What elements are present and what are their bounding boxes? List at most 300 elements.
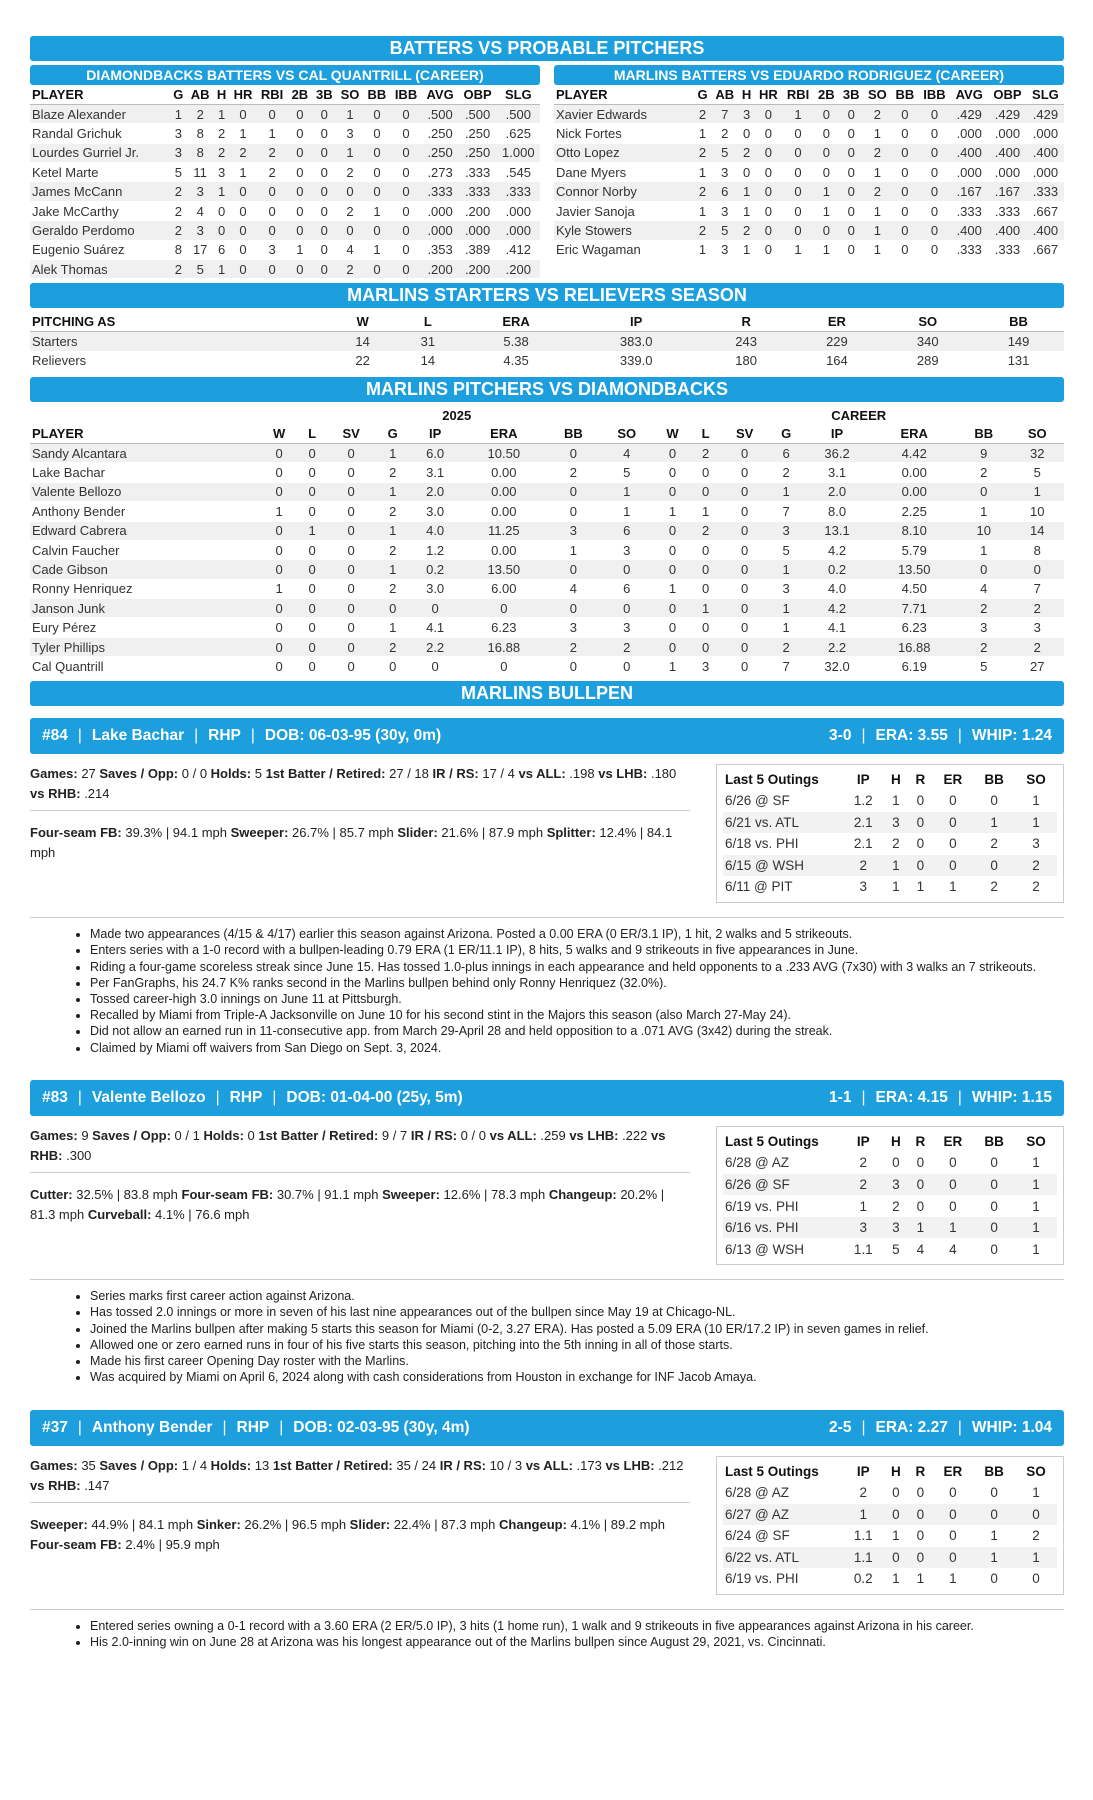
outing-stat: 0: [973, 1504, 1015, 1526]
stat-cell: 7.71: [871, 599, 957, 618]
stat-cell: 0: [782, 143, 814, 162]
stat-cell: 4: [547, 579, 600, 598]
stat-cell: 3: [770, 579, 803, 598]
stat-cell: 7: [1010, 579, 1064, 598]
stat-cell: 0: [600, 560, 653, 579]
stat-cell: .000: [950, 124, 988, 143]
stat-cell: 36.2: [803, 443, 872, 462]
dbacks-batters-title: DIAMONDBACKS BATTERS VS CAL QUANTRILL (CAREER): [30, 65, 540, 85]
stat-cell: 5: [957, 657, 1010, 676]
stat-cell: 0: [919, 201, 951, 220]
outing-stat: 2: [884, 1195, 909, 1217]
stat-cell: 0: [230, 221, 257, 240]
outing-stat: 1: [1015, 1174, 1057, 1196]
stat-cell: 1: [692, 502, 720, 521]
stat-cell: 1: [864, 221, 891, 240]
outing-stat: 1: [1015, 1195, 1057, 1217]
stat-cell: 229: [792, 332, 883, 351]
stat-cell: 0: [326, 579, 376, 598]
outing-stat: 1.1: [843, 1547, 884, 1569]
pitch-label: Cutter:: [30, 1186, 73, 1202]
note-item: • His 2.0-inning win on June 28 at Arizona was his longest appearance out of the Marlins bullpen since August 29, 2021, vs. Cincinnati.: [90, 1634, 1064, 1650]
pitcher-name: Anthony Bender: [91, 1418, 213, 1436]
pitch-label: Sweeper:: [230, 824, 289, 840]
player-name: Dane Myers: [554, 163, 694, 182]
player-name: Javier Sanoja: [554, 201, 694, 220]
stat-cell: 0: [891, 201, 918, 220]
column-header: RBI: [782, 85, 814, 104]
stat-cell: 0: [298, 502, 326, 521]
column-header: H: [890, 1134, 901, 1150]
stat-cell: .000: [459, 221, 497, 240]
stat-cell: 4: [336, 240, 363, 259]
outing-stat: 3: [884, 1174, 909, 1196]
stat-cell: 0: [461, 657, 547, 676]
stat-cell: 0: [720, 560, 770, 579]
stat-cell: 0: [547, 502, 600, 521]
outing-stat: 1: [884, 876, 909, 898]
stat-cell: 1: [376, 521, 409, 540]
column-header: BB: [984, 1134, 1004, 1150]
last-5-outings: [716, 764, 1064, 904]
stat-cell: 0: [692, 579, 720, 598]
column-header: BB: [973, 312, 1064, 331]
stat-cell: 5: [1010, 463, 1064, 482]
stat-cell: 0: [260, 482, 298, 501]
stat-cell: .545: [497, 163, 540, 182]
stat-cell: 1: [694, 201, 711, 220]
outing-row: [723, 812, 1057, 834]
column-header: AB: [711, 85, 738, 104]
table-row: [30, 502, 1064, 521]
stat-cell: 1: [653, 579, 691, 598]
stat-cell: 0: [298, 482, 326, 501]
stat-cell: 0: [839, 182, 864, 201]
pitcher-dob: DOB: 01-04-00 (25y, 5m): [286, 1088, 463, 1106]
stat-cell: 0: [390, 221, 421, 240]
divider: |: [77, 1418, 82, 1436]
stat-cell: .389: [459, 240, 497, 259]
usage-stats: [30, 1126, 690, 1173]
outing-stat: 0: [973, 855, 1015, 877]
pitch-label: Slider:: [397, 824, 438, 840]
stat-cell: 1: [782, 104, 814, 123]
stat-cell: 180: [701, 351, 792, 370]
column-header: G: [170, 85, 187, 104]
stat-cell: 1: [214, 104, 230, 123]
outing-stat: 1: [843, 1504, 884, 1526]
player-name: Valente Bellozo: [30, 482, 260, 501]
outing-stat: 2: [1015, 876, 1057, 898]
outing-stat: 0: [908, 1504, 933, 1526]
stat-cell: 3: [170, 143, 187, 162]
outing-stat: 2.1: [843, 833, 884, 855]
stat-cell: 1: [260, 579, 298, 598]
stat-cell: 1: [770, 618, 803, 637]
outing-stat: 0: [933, 1482, 974, 1504]
stat-cell: 31: [395, 332, 460, 351]
stat-cell: .000: [1027, 124, 1064, 143]
outing-row: [723, 1568, 1057, 1590]
column-header: R: [915, 1463, 926, 1479]
outing-stat: 0: [973, 1482, 1015, 1504]
stat-cell: 0: [312, 240, 336, 259]
stat-cell: 1: [288, 240, 312, 259]
stat-cell: 7: [770, 502, 803, 521]
stat-cell: 0: [720, 521, 770, 540]
column-header: SV: [720, 424, 770, 443]
column-header: W: [330, 312, 395, 331]
stat-cell: 4.0: [803, 579, 872, 598]
stat-cell: 5: [170, 163, 187, 182]
stat-cell: 0: [919, 163, 951, 182]
pitcher-summary: [829, 1089, 1052, 1107]
outing-stat: 2: [973, 876, 1015, 898]
table-row: [30, 560, 1064, 579]
table-row: [30, 599, 1064, 618]
stat-cell: 3: [187, 221, 214, 240]
column-header: BB: [957, 424, 1010, 443]
stat-cell: 1: [230, 163, 257, 182]
pitcher-header-bar: [30, 1080, 1064, 1116]
stat-cell: 1: [694, 163, 711, 182]
outing-stat: 1: [1015, 1152, 1057, 1174]
stat-cell: 0: [720, 443, 770, 462]
stat-value: .214: [80, 785, 110, 801]
outing-stat: 2: [843, 855, 884, 877]
stat-value: 17 / 4: [478, 765, 519, 781]
stat-cell: 0: [326, 443, 376, 462]
stat-cell: 2: [376, 579, 409, 598]
pitcher-card: [30, 1410, 1064, 1651]
stat-cell: 0: [720, 579, 770, 598]
stat-cell: 0: [653, 521, 691, 540]
stat-cell: 0: [720, 618, 770, 637]
column-header: SV: [326, 424, 376, 443]
player-name: Cal Quantrill: [30, 657, 260, 676]
column-header: Last 5 Outings: [725, 771, 819, 787]
stat-cell: 1: [336, 104, 363, 123]
outing-row: [723, 1482, 1057, 1504]
stat-cell: 1: [600, 502, 653, 521]
player-name: Anthony Bender: [30, 502, 260, 521]
stat-cell: .400: [1027, 221, 1064, 240]
outing-stat: 1: [1015, 1547, 1057, 1569]
column-header: RBI: [256, 85, 287, 104]
usage-stats: [30, 1456, 690, 1503]
divider: |: [957, 726, 962, 744]
stat-cell: 1: [692, 599, 720, 618]
stat-cell: 1: [214, 260, 230, 279]
column-header: OBP: [459, 85, 497, 104]
pitch-value: 12.4% | 84.1 mph: [30, 824, 673, 860]
note-item: • Was acquired by Miami on April 6, 2024 along with cash considerations from Houston in exchange for INF Jacob Amaya.: [90, 1369, 1064, 1385]
divider: |: [861, 1418, 866, 1436]
stat-label: Saves / Opp:: [99, 765, 179, 781]
pitcher-stats: [30, 1126, 690, 1266]
divider: |: [957, 1088, 962, 1106]
player-name: Sandy Alcantara: [30, 443, 260, 462]
stat-cell: 0: [755, 240, 782, 259]
pitch-value: 21.6% | 87.9 mph: [437, 824, 547, 840]
column-header: IBB: [390, 85, 421, 104]
vs-title: MARLINS PITCHERS VS DIAMONDBACKS: [30, 377, 1064, 402]
stat-cell: 0: [390, 104, 421, 123]
pitch-value: 20.2% | 81.3 mph: [30, 1186, 665, 1222]
outing-stat: 1: [1015, 1238, 1057, 1260]
note-item: • Enters series with a 1-0 record with a bullpen-leading 0.79 ERA (1 ER/11.1 IP), 8 hits, 5 walks and 9 strikeouts in five appearances in June.: [90, 942, 1064, 958]
stat-cell: 0: [739, 124, 755, 143]
stat-cell: 2: [187, 104, 214, 123]
stat-cell: 0: [814, 124, 839, 143]
stat-cell: 0: [891, 182, 918, 201]
outings-table: [723, 1461, 1057, 1591]
outing-stat: 0: [973, 1568, 1015, 1590]
pitcher-header-bar: [30, 718, 1064, 754]
stat-cell: 2: [376, 637, 409, 656]
outing-stat: 0: [933, 1547, 974, 1569]
outing-date: 6/27 @ AZ: [723, 1504, 843, 1526]
stat-cell: .333: [459, 163, 497, 182]
stat-value: 35 / 24: [392, 1457, 440, 1473]
stat-label: Saves / Opp:: [99, 1457, 179, 1473]
stat-cell: 0: [919, 182, 951, 201]
column-header: SO: [1026, 1134, 1046, 1150]
pitcher-name: Valente Bellozo: [91, 1088, 206, 1106]
stat-value: 1 / 4: [178, 1457, 211, 1473]
divider: |: [77, 1088, 82, 1106]
stat-cell: 2: [864, 182, 891, 201]
stat-cell: .500: [497, 104, 540, 123]
stat-cell: 0: [288, 221, 312, 240]
stat-cell: 1: [363, 201, 390, 220]
stat-cell: 5: [711, 221, 738, 240]
stat-cell: 14: [330, 332, 395, 351]
stat-cell: 1: [256, 124, 287, 143]
outing-row: [723, 855, 1057, 877]
stat-cell: .400: [988, 221, 1027, 240]
outing-date: 6/22 vs. ATL: [723, 1547, 843, 1569]
stat-label: vs RHB:: [30, 785, 81, 801]
stat-cell: 3: [600, 540, 653, 559]
stat-label: 1st Batter / Retired:: [272, 1457, 393, 1473]
stat-cell: 0: [260, 560, 298, 579]
stat-cell: 0: [653, 482, 691, 501]
column-header: IP: [803, 424, 872, 443]
player-name: Geraldo Perdomo: [30, 221, 170, 240]
pitch-label: Curveball:: [87, 1206, 152, 1222]
stat-cell: 4.42: [871, 443, 957, 462]
stat-cell: 0: [288, 201, 312, 220]
stat-cell: 0: [720, 540, 770, 559]
stat-cell: 0: [692, 540, 720, 559]
column-header: SO: [1010, 424, 1064, 443]
pitcher-era: ERA: 3.55: [875, 726, 948, 744]
stat-cell: 340: [882, 332, 973, 351]
stat-cell: 3: [187, 182, 214, 201]
notes-list: [90, 1288, 1064, 1385]
stat-cell: 3: [739, 104, 755, 123]
table-row: [30, 143, 540, 162]
outing-stat: 2: [973, 833, 1015, 855]
stat-cell: 0: [891, 221, 918, 240]
stat-cell: 10.50: [461, 443, 547, 462]
stat-cell: 2.25: [871, 502, 957, 521]
outing-stat: 1: [908, 1217, 933, 1239]
table-row: [554, 240, 1064, 259]
stat-cell: 1: [739, 240, 755, 259]
column-header: IP: [409, 424, 461, 443]
pitcher-record: 1-1: [829, 1088, 852, 1106]
table-row: [30, 260, 540, 279]
stat-cell: 1: [653, 502, 691, 521]
stat-value: 13: [251, 1457, 273, 1473]
stat-label: 1st Batter / Retired:: [258, 1127, 379, 1143]
player-name: Kyle Stowers: [554, 221, 694, 240]
stat-cell: 0: [312, 182, 336, 201]
table-row: [30, 163, 540, 182]
stat-cell: 0: [363, 124, 390, 143]
outing-stat: 1.2: [843, 790, 884, 812]
outing-stat: 1: [973, 1547, 1015, 1569]
starters-table: [30, 312, 1064, 371]
stat-cell: 0: [919, 240, 951, 259]
stat-cell: .333: [497, 182, 540, 201]
usage-stats: [30, 764, 690, 811]
marlins-batters-title: MARLINS BATTERS VS EDUARDO RODRIGUEZ (CAREER): [554, 65, 1064, 85]
outing-date: 6/19 vs. PHI: [723, 1568, 843, 1590]
stat-cell: 1: [170, 104, 187, 123]
stat-cell: 3: [957, 618, 1010, 637]
outing-stat: 1: [908, 1568, 933, 1590]
pitcher-card-body: [30, 764, 1064, 904]
outing-stat: 1: [1015, 790, 1057, 812]
stat-cell: 1: [376, 443, 409, 462]
stat-cell: .353: [422, 240, 459, 259]
stat-cell: 0: [720, 463, 770, 482]
table-row: [30, 521, 1064, 540]
pitch-label: Changeup:: [548, 1186, 617, 1202]
stat-cell: 0: [298, 540, 326, 559]
stat-cell: 1.2: [409, 540, 461, 559]
stat-cell: 1: [739, 201, 755, 220]
column-header: IP: [572, 312, 701, 331]
player-name: Eury Pérez: [30, 618, 260, 637]
column-header: SLG: [497, 85, 540, 104]
table-row: [554, 182, 1064, 201]
stat-cell: 0: [720, 502, 770, 521]
stat-cell: .000: [1027, 163, 1064, 182]
column-header: G: [770, 424, 803, 443]
stat-cell: 289: [882, 351, 973, 370]
stat-cell: .333: [1027, 182, 1064, 201]
stat-cell: 0: [260, 463, 298, 482]
column-header: SLG: [1027, 85, 1064, 104]
stat-cell: 0: [326, 463, 376, 482]
player-name: Relievers: [30, 351, 330, 370]
starters-title: MARLINS STARTERS VS RELIEVERS SEASON: [30, 283, 1064, 308]
note-item: • Series marks first career action against Arizona.: [90, 1288, 1064, 1304]
pitch-label: Sinker:: [196, 1516, 241, 1532]
divider: |: [222, 1418, 227, 1436]
stat-cell: 0: [839, 143, 864, 162]
stat-cell: 14: [395, 351, 460, 370]
stat-cell: 2: [376, 463, 409, 482]
stat-cell: .667: [1027, 240, 1064, 259]
stat-cell: 5: [187, 260, 214, 279]
player-name: Eugenio Suárez: [30, 240, 170, 259]
stat-cell: 1: [230, 124, 257, 143]
stat-cell: 0: [363, 260, 390, 279]
stat-cell: 2.2: [803, 637, 872, 656]
column-header: 2B: [288, 85, 312, 104]
stat-label: Holds:: [210, 1457, 252, 1473]
outing-date: 6/26 @ SF: [723, 790, 843, 812]
outing-stat: 0: [973, 1238, 1015, 1260]
stat-cell: 3: [711, 240, 738, 259]
stat-cell: .000: [988, 163, 1027, 182]
divider: |: [861, 726, 866, 744]
stat-cell: 0: [755, 182, 782, 201]
stat-cell: 2: [376, 540, 409, 559]
column-header: ERA: [461, 312, 572, 331]
stat-cell: 6.00: [461, 579, 547, 598]
stat-cell: 0: [298, 560, 326, 579]
pitcher-card-body: [30, 1456, 1064, 1596]
stat-cell: 4.2: [803, 599, 872, 618]
outing-date: 6/11 @ PIT: [723, 876, 843, 898]
stat-cell: 2: [214, 124, 230, 143]
column-header: G: [376, 424, 409, 443]
stat-cell: 2: [336, 201, 363, 220]
column-header: 2B: [814, 85, 839, 104]
pitcher-number: #84: [42, 726, 68, 744]
stat-cell: 0: [547, 657, 600, 676]
stat-cell: 0: [326, 618, 376, 637]
note-item: • Claimed by Miami off waivers from San Diego on Sept. 3, 2024.: [90, 1040, 1064, 1056]
stat-cell: 0: [692, 618, 720, 637]
stat-cell: 1: [739, 182, 755, 201]
stat-cell: 1: [782, 240, 814, 259]
player-name: Otto Lopez: [554, 143, 694, 162]
outing-date: 6/16 vs. PHI: [723, 1217, 843, 1239]
stat-cell: 13.50: [461, 560, 547, 579]
column-header: R: [915, 1134, 926, 1150]
stat-cell: 0: [298, 657, 326, 676]
stat-cell: 14: [1010, 521, 1064, 540]
stat-cell: 0: [260, 443, 298, 462]
stat-cell: 0: [326, 599, 376, 618]
stat-label: IR / RS:: [432, 765, 479, 781]
stat-cell: 17: [187, 240, 214, 259]
stat-cell: .000: [497, 221, 540, 240]
stat-cell: .000: [422, 201, 459, 220]
stat-cell: 0: [390, 182, 421, 201]
stat-cell: 0: [919, 143, 951, 162]
stat-value: 0 / 1: [170, 1127, 204, 1143]
stat-cell: 9: [957, 443, 1010, 462]
stat-cell: 2: [170, 260, 187, 279]
stat-cell: 0: [720, 599, 770, 618]
stat-cell: 3: [214, 163, 230, 182]
table-row: [30, 221, 540, 240]
stat-cell: 3: [336, 124, 363, 143]
table-row: [30, 637, 1064, 656]
stat-cell: 0: [839, 124, 864, 143]
stat-cell: 0: [312, 104, 336, 123]
stat-cell: 1: [694, 124, 711, 143]
stat-cell: 0: [390, 143, 421, 162]
